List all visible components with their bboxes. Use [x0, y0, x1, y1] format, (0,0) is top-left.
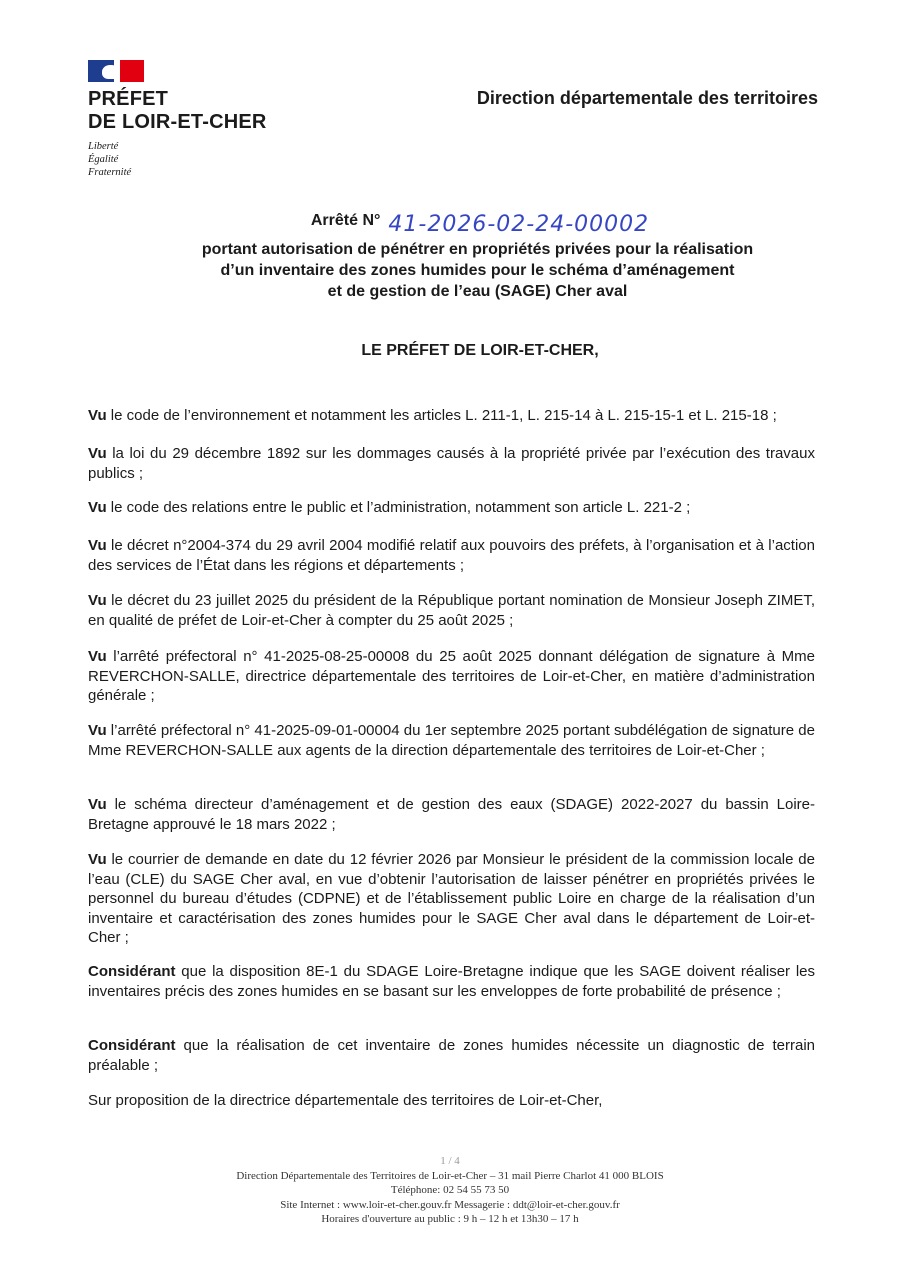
recital-paragraph: Vu le schéma directeur d’aménagement et de gestion des eaux (SDAGE) 2022-2027 du bassin Loire-Bretagne approuvé le 18 mars 2022 ; — [88, 796, 815, 833]
recital-paragraph: Vu la loi du 29 décembre 1892 sur les dommages causés à la propriété privée par l’exécution des travaux publics ; — [88, 445, 815, 482]
prefecture-logo — [88, 60, 288, 179]
recital-paragraph: Vu le code de l’environnement et notamment les articles L. 211-1, L. 215-14 à L. 215-15-1 et L. 215-18 ; — [88, 407, 777, 424]
consideration-paragraph: Considérant que la réalisation de cet inventaire de zones humides nécessite un diagnostic de terrain préalable ; — [88, 1037, 815, 1074]
republic-motto: Liberté Égalité Fraternité — [88, 141, 132, 178]
recital-paragraph: Vu le code des relations entre le public et l’administration, notamment son article L. 221-2 ; — [88, 499, 691, 516]
page-footer — [0, 1154, 900, 1227]
decree-number-handwritten: 41-2026-02-24-00002 — [388, 212, 650, 237]
marianne-flag-icon — [88, 60, 144, 82]
consideration-paragraph: Considérant que la disposition 8E-1 du SDAGE Loire-Bretagne indique que les SAGE doivent réaliser les inventaires précis des zones humides en se basant sur les enveloppes de forte probabilité de présence ; — [88, 963, 815, 1000]
recital-paragraph: Vu le décret du 23 juillet 2025 du président de la République portant nomination de Monsieur Joseph ZIMET, en qualité de préfet de Loir-et-Cher à compter du 25 août 2025 ; — [88, 592, 815, 629]
proposal-paragraph: Sur proposition de la directrice départementale des territoires de Loir-et-Cher, — [88, 1092, 603, 1109]
decree-subtitle: portant autorisation de pénétrer en propriétés privées pour la réalisation d’un inventaire des zones humides pour le schéma d’aménagement et de gestion de l’eau (SAGE) Cher aval — [201, 241, 754, 300]
footer-hours: Horaires d'ouverture au public : 9 h – 12 h et 13h30 – 17 h — [321, 1213, 579, 1225]
authority-heading: LE PRÉFET DE LOIR-ET-CHER, — [361, 342, 599, 359]
recital-paragraph: Vu l’arrêté préfectoral n° 41-2025-09-01-00004 du 1er septembre 2025 portant subdélégation de signature de Mme REVERCHON-SALLE aux agents de la direction départementale des territoires de Loir-et-Cher ; — [88, 722, 815, 759]
recital-paragraph: Vu le décret n°2004-374 du 29 avril 2004 modifié relatif aux pouvoirs des préfets, à l’organisation et à l’action des services de l’État dans les régions et départements ; — [88, 537, 815, 574]
footer-phone: Téléphone: 02 54 55 73 50 — [390, 1184, 510, 1196]
footer-web: Site Internet : www.loir-et-cher.gouv.fr Messagerie : ddt@loir-et-cher.gouv.fr — [280, 1198, 620, 1211]
decree-label: Arrêté N° — [310, 212, 381, 229]
recital-paragraph: Vu le courrier de demande en date du 12 février 2026 par Monsieur le président de la commission locale de l’eau (CLE) du SAGE Cher aval, en vue d’obtenir l’autorisation de laisser pénétrer en propriétés privées le personnel du bureau d’études (CDPNE) et de l’établissement public Loire en charge de la réalisation d’un inventaire et caractérisation des zones humides pour le SAGE Cher aval dans le département de Loir-et-Cher ; — [88, 851, 815, 946]
footer-address: Direction Départementale des Territoires de Loir-et-Cher – 31 mail Pierre Charlot 41 000 BLOIS — [236, 1169, 664, 1182]
decree-number-line — [160, 210, 800, 237]
decree-title — [100, 210, 800, 302]
page-number: 1 / 4 — [440, 1155, 460, 1167]
recital-paragraph: Vu l’arrêté préfectoral n° 41-2025-08-25-00008 du 25 août 2025 donnant délégation de signature à Mme REVERCHON-SALLE, directrice départementale des territoires de Loir-et-Cher, en matière d’administration générale ; — [88, 648, 815, 704]
direction-title: Direction départementale des territoires — [476, 88, 818, 108]
prefecture-name: PRÉFET DE LOIR-ET-CHER — [88, 88, 267, 133]
